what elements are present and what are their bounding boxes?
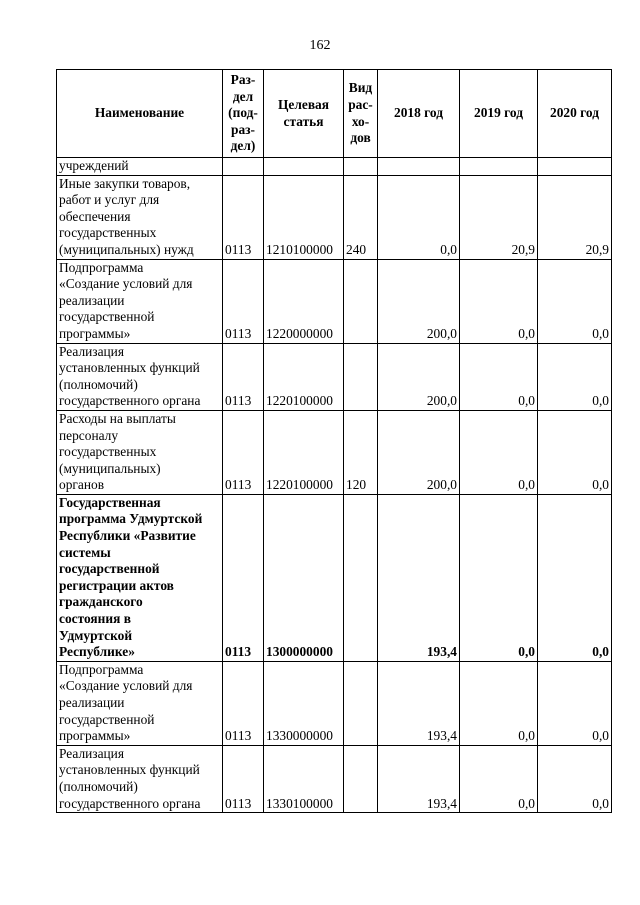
table-row (57, 343, 612, 410)
row-expense-type-cell (344, 175, 378, 259)
row-2019-text: 0,0 (518, 644, 535, 660)
row-name-cell (57, 259, 223, 343)
row-section-text: 0113 (225, 795, 252, 811)
row-2020-text: 0,0 (592, 325, 609, 341)
row-name-text: Расходы на выплаты персоналу государственных (муниципальных) органов (59, 410, 176, 493)
row-2019-text: 0,0 (518, 393, 535, 409)
table-row (57, 410, 612, 494)
row-2018-text: 193,4 (426, 644, 457, 660)
row-name-text: Государственная программа Удмуртской Республики «Развитие системы государственной регистрации актов гражданского состояния в Удмуртской Республике» (59, 494, 203, 660)
row-expense-type-cell (344, 745, 378, 812)
row-section-cell (223, 410, 264, 494)
row-2019-text: 0,0 (518, 728, 535, 744)
row-2020-cell (538, 494, 612, 661)
row-section-cell (223, 745, 264, 812)
row-target-cell (264, 661, 344, 745)
row-target-cell (264, 175, 344, 259)
row-2020-text: 0,0 (592, 393, 609, 409)
row-2020-text: 0,0 (592, 644, 609, 660)
row-2018-text: 200,0 (426, 477, 457, 493)
row-2018-text: 200,0 (426, 393, 457, 409)
row-2019-cell (460, 410, 538, 494)
row-target-cell (264, 494, 344, 661)
row-2019-text: 0,0 (518, 325, 535, 341)
row-name-text: Иные закупки товаров, работ и услуг для обеспечения государственных (муниципальных) нужд (59, 175, 194, 257)
row-name-text: Подпрограмма «Создание условий для реализации государственной программы» (59, 259, 193, 341)
header-2018: 2018 год (378, 70, 460, 158)
table-header-row (57, 70, 612, 158)
row-2019-cell (460, 175, 538, 259)
row-name-text: Реализация установленных функций (полномочий) государственного органа (59, 343, 201, 409)
row-section-text: 0113 (225, 644, 252, 660)
row-2020-text: 20,9 (585, 241, 609, 257)
row-2020-text: 0,0 (592, 795, 609, 811)
row-name-cell (57, 175, 223, 259)
row-2019-cell (460, 343, 538, 410)
row-name-text: Реализация установленных функций (полномочий) государственного органа (59, 745, 201, 811)
row-2018-cell (378, 494, 460, 661)
row-2018-text: 200,0 (426, 325, 457, 341)
header-2020: 2020 год (538, 70, 612, 158)
row-2019-text: 0,0 (518, 795, 535, 811)
row-target-cell (264, 259, 344, 343)
header-2019: 2019 год (460, 70, 538, 158)
row-2018-cell (378, 158, 460, 176)
row-expense-type-cell (344, 661, 378, 745)
table-row (57, 175, 612, 259)
row-name-text: учреждений (59, 158, 129, 173)
row-2019-cell (460, 259, 538, 343)
table-row (57, 494, 612, 661)
row-2020-text: 0,0 (592, 477, 609, 493)
row-2018-cell (378, 661, 460, 745)
row-2020-cell (538, 745, 612, 812)
row-2018-cell (378, 259, 460, 343)
row-2020-cell (538, 259, 612, 343)
budget-table (56, 69, 612, 813)
row-expense-type-cell (344, 410, 378, 494)
row-target-text: 1210100000 (266, 241, 333, 257)
row-section-text: 0113 (225, 728, 252, 744)
row-2020-cell (538, 410, 612, 494)
row-2018-cell (378, 343, 460, 410)
row-target-cell (264, 343, 344, 410)
row-expense-type-text: 120 (346, 477, 367, 493)
row-section-text: 0113 (225, 241, 252, 257)
row-name-cell (57, 661, 223, 745)
row-target-text: 1220000000 (266, 325, 333, 341)
row-section-cell (223, 661, 264, 745)
row-target-cell (264, 158, 344, 176)
row-2018-cell (378, 175, 460, 259)
row-2020-cell (538, 343, 612, 410)
row-2020-cell (538, 661, 612, 745)
row-2019-text: 20,9 (511, 241, 535, 257)
row-2018-text: 0,0 (440, 241, 457, 257)
row-name-cell (57, 343, 223, 410)
row-section-cell (223, 259, 264, 343)
row-name-text: Подпрограмма «Создание условий для реализации государственной программы» (59, 661, 193, 744)
row-section-cell (223, 175, 264, 259)
row-target-text: 1330000000 (266, 728, 333, 744)
table-row (57, 259, 612, 343)
row-section-cell (223, 158, 264, 176)
header-expense-type: Вид рас- хо- дов (344, 70, 378, 158)
row-target-text: 1300000000 (266, 644, 333, 660)
row-2018-text: 193,4 (426, 728, 457, 744)
row-section-cell (223, 343, 264, 410)
row-target-text: 1220100000 (266, 477, 333, 493)
row-name-cell (57, 745, 223, 812)
row-2019-cell (460, 661, 538, 745)
page-number: 162 (309, 38, 331, 53)
header-target: Целевая статья (264, 70, 344, 158)
row-2019-cell (460, 494, 538, 661)
row-section-text: 0113 (225, 477, 252, 493)
row-expense-type-cell (344, 259, 378, 343)
row-expense-type-cell (344, 343, 378, 410)
header-section: Раз- дел (под- раз- дел) (223, 70, 264, 158)
row-section-cell (223, 494, 264, 661)
row-2018-cell (378, 410, 460, 494)
row-section-text: 0113 (225, 393, 252, 409)
row-target-text: 1220100000 (266, 393, 333, 409)
row-expense-type-cell (344, 494, 378, 661)
row-target-cell (264, 745, 344, 812)
row-2020-cell (538, 175, 612, 259)
table-row (57, 661, 612, 745)
header-name: Наименование (57, 70, 223, 158)
row-2019-cell (460, 158, 538, 176)
row-2019-text: 0,0 (518, 477, 535, 493)
row-2020-cell (538, 158, 612, 176)
row-2018-text: 193,4 (426, 795, 457, 811)
row-2019-cell (460, 745, 538, 812)
row-section-text: 0113 (225, 325, 252, 341)
table-row (57, 158, 612, 176)
table-row (57, 745, 612, 812)
row-expense-type-cell (344, 158, 378, 176)
row-name-cell (57, 158, 223, 176)
row-target-text: 1330100000 (266, 795, 333, 811)
row-target-cell (264, 410, 344, 494)
row-2020-text: 0,0 (592, 728, 609, 744)
row-2018-cell (378, 745, 460, 812)
row-name-cell (57, 410, 223, 494)
row-expense-type-text: 240 (346, 241, 367, 257)
row-name-cell (57, 494, 223, 661)
